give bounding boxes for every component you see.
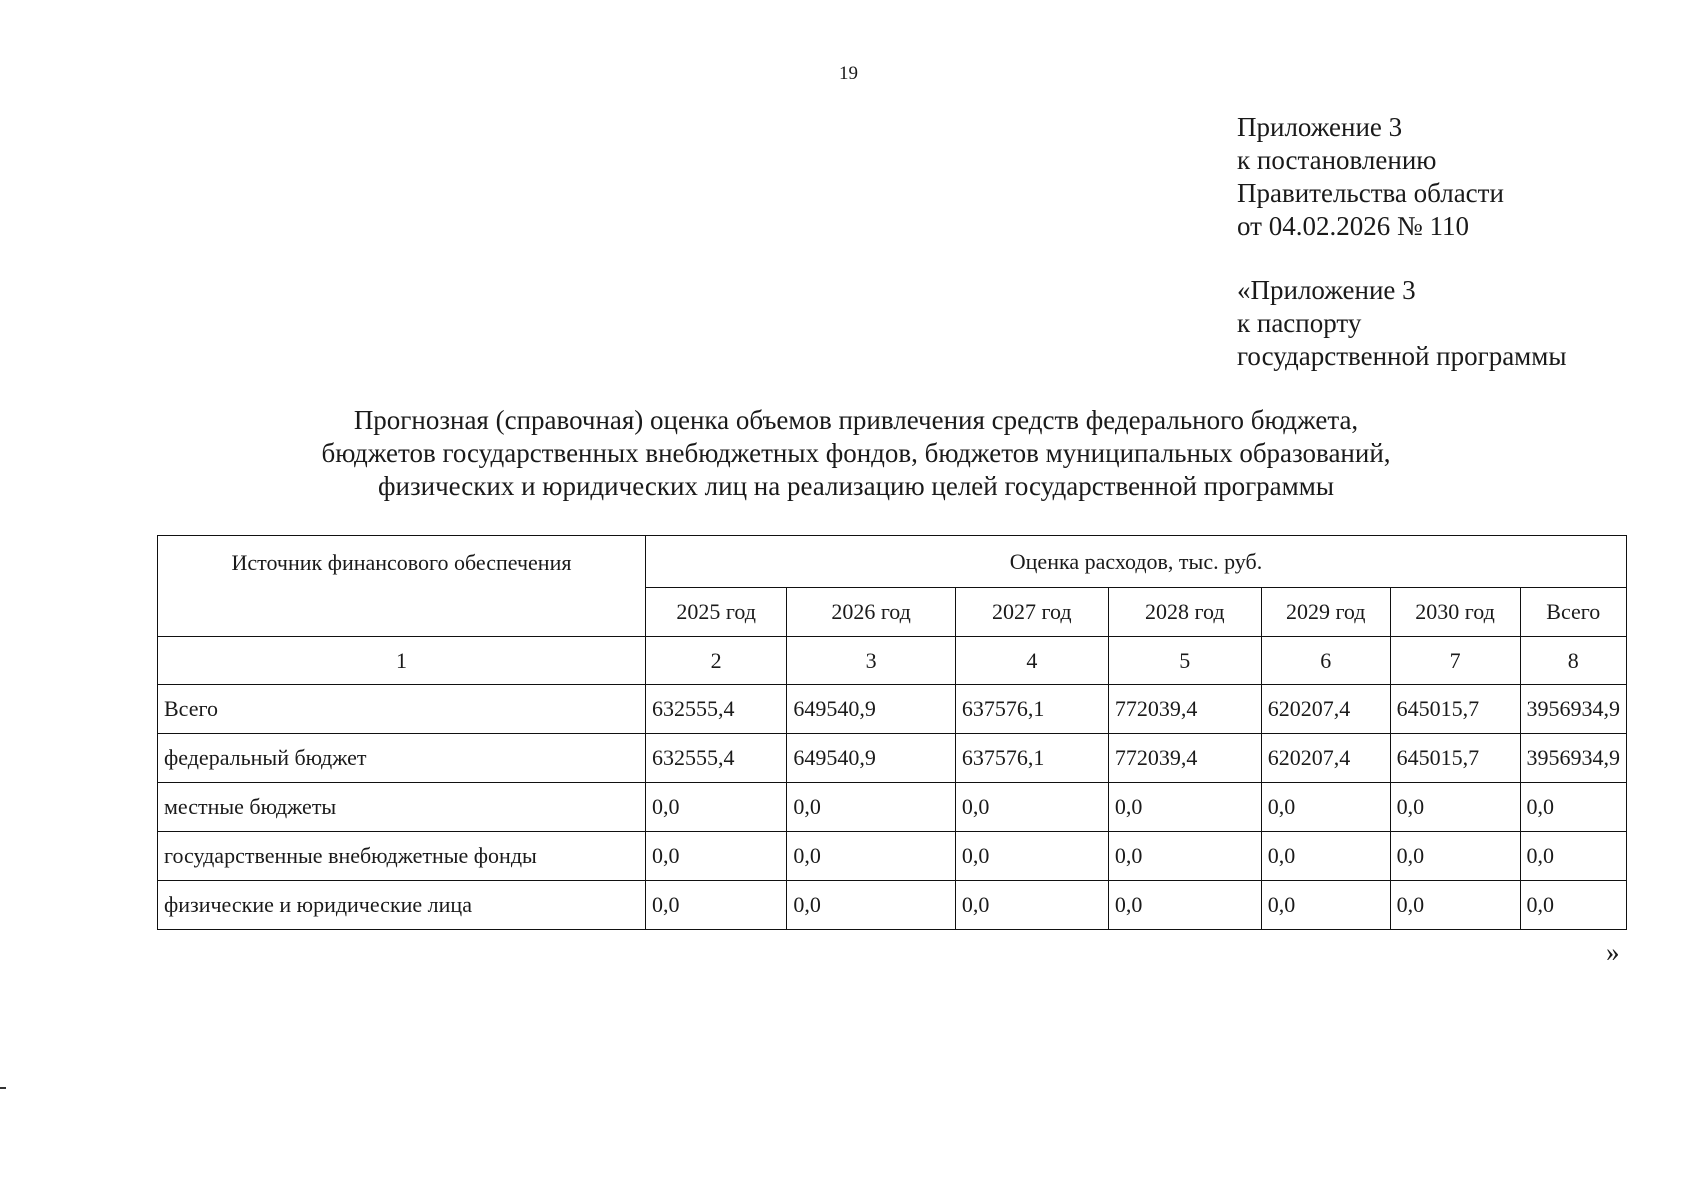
cell-value: 772039,4 (1108, 734, 1261, 783)
row-source: федеральный бюджет (158, 734, 646, 783)
cell-value: 632555,4 (645, 685, 786, 734)
appendix-passport (1237, 274, 1567, 373)
document-title (156, 404, 1556, 503)
table-row-federal-budget (158, 734, 1627, 783)
cell-value: 649540,9 (787, 685, 955, 734)
margin-mark (0, 1087, 6, 1089)
cell-value: 3956934,9 (1520, 734, 1627, 783)
year-header: 2030 год (1390, 588, 1520, 637)
cell-value: 772039,4 (1108, 685, 1261, 734)
cell-value: 0,0 (645, 832, 786, 881)
year-header: 2028 год (1108, 588, 1261, 637)
appendix-header-line: от 04.02.2026 № 110 (1237, 211, 1469, 241)
column-number: 3 (787, 637, 955, 685)
column-number-row (158, 637, 1627, 685)
year-header: 2029 год (1261, 588, 1390, 637)
cell-value: 0,0 (787, 832, 955, 881)
title-line: физических и юридических лиц на реализацию целей государственной программы (378, 471, 1334, 501)
row-source: государственные внебюджетные фонды (158, 832, 646, 881)
column-number: 2 (645, 637, 786, 685)
cell-value: 0,0 (1108, 881, 1261, 930)
cell-value: 0,0 (1261, 832, 1390, 881)
cell-value: 3956934,9 (1520, 685, 1627, 734)
cell-value: 637576,1 (955, 734, 1108, 783)
appendix-passport-line: государственной программы (1237, 341, 1567, 371)
expenses-header: Оценка расходов, тыс. руб. (645, 536, 1626, 588)
cell-value: 637576,1 (955, 685, 1108, 734)
cell-value: 0,0 (787, 783, 955, 832)
cell-value: 0,0 (1520, 881, 1627, 930)
row-source: физические и юридические лица (158, 881, 646, 930)
cell-value: 0,0 (955, 832, 1108, 881)
closing-quote: » (1606, 937, 1620, 967)
cell-value: 620207,4 (1261, 685, 1390, 734)
cell-value: 0,0 (1520, 832, 1627, 881)
year-header: 2026 год (787, 588, 955, 637)
column-number: 5 (1108, 637, 1261, 685)
cell-value: 0,0 (645, 881, 786, 930)
column-number: 1 (158, 637, 646, 685)
cell-value: 0,0 (1390, 783, 1520, 832)
appendix-passport-line: к паспорту (1237, 308, 1362, 338)
cell-value: 645015,7 (1390, 734, 1520, 783)
table-row-total (158, 685, 1627, 734)
cell-value: 0,0 (1520, 783, 1627, 832)
table-row-extrabudgetary-funds (158, 832, 1627, 881)
column-number: 8 (1520, 637, 1627, 685)
appendix-header-line: к постановлению (1237, 145, 1437, 175)
cell-value: 645015,7 (1390, 685, 1520, 734)
row-source: местные бюджеты (158, 783, 646, 832)
appendix-header-line: Приложение 3 (1237, 112, 1403, 142)
table-header-row (158, 536, 1627, 588)
cell-value: 632555,4 (645, 734, 786, 783)
financing-table (157, 535, 1627, 930)
year-header: 2025 год (645, 588, 786, 637)
title-line: бюджетов государственных внебюджетных фондов, бюджетов муниципальных образований, (321, 438, 1391, 468)
cell-value: 0,0 (1390, 881, 1520, 930)
appendix-header-line: Правительства области (1237, 178, 1504, 208)
source-header: Источник финансового обеспечения (158, 536, 646, 637)
page-number: 19 (839, 63, 858, 84)
cell-value: 0,0 (1261, 881, 1390, 930)
cell-value: 620207,4 (1261, 734, 1390, 783)
column-number: 4 (955, 637, 1108, 685)
cell-value: 0,0 (1108, 832, 1261, 881)
cell-value: 0,0 (645, 783, 786, 832)
year-header: 2027 год (955, 588, 1108, 637)
column-number: 7 (1390, 637, 1520, 685)
cell-value: 649540,9 (787, 734, 955, 783)
appendix-passport-line: «Приложение 3 (1237, 275, 1416, 305)
title-line: Прогнозная (справочная) оценка объемов привлечения средств федерального бюджета, (353, 405, 1359, 435)
cell-value: 0,0 (1261, 783, 1390, 832)
table-row-local-budgets (158, 783, 1627, 832)
cell-value: 0,0 (955, 881, 1108, 930)
column-number: 6 (1261, 637, 1390, 685)
cell-value: 0,0 (1108, 783, 1261, 832)
total-header: Всего (1520, 588, 1627, 637)
cell-value: 0,0 (1390, 832, 1520, 881)
cell-value: 0,0 (787, 881, 955, 930)
table-row-individuals-legal-entities (158, 881, 1627, 930)
appendix-header (1237, 111, 1504, 243)
cell-value: 0,0 (955, 783, 1108, 832)
row-source: Всего (158, 685, 646, 734)
